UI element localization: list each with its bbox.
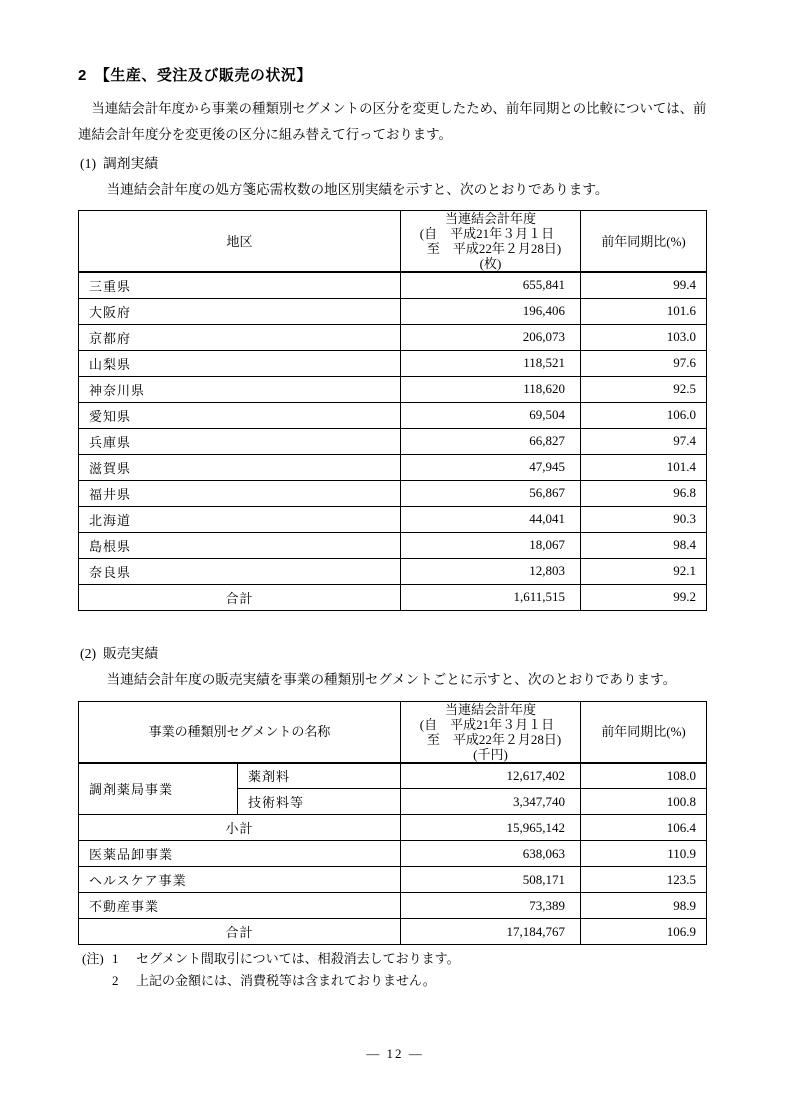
table-row [79, 480, 707, 506]
region-cell: 三重県 [79, 272, 401, 298]
intro-paragraph [78, 96, 712, 148]
table-row [79, 454, 707, 480]
region-cell: 兵庫県 [79, 428, 401, 454]
yoy-cell: 101.6 [581, 298, 707, 324]
table-row [79, 428, 707, 454]
segment-cell: 不動産事業 [79, 893, 401, 919]
value-cell: 69,504 [401, 402, 581, 428]
table-row [79, 350, 707, 376]
value-cell: 206,073 [401, 324, 581, 350]
value-cell: 47,945 [401, 454, 581, 480]
table-row [79, 558, 707, 584]
table-row [79, 376, 707, 402]
yoy-cell: 110.9 [581, 841, 707, 867]
region-cell: 滋賀県 [79, 454, 401, 480]
period-from: (自 平成21年３月１日 [419, 226, 555, 241]
period-unit: (千円) [473, 746, 508, 762]
subtotal-row [79, 815, 707, 841]
prescription-results-table [78, 210, 707, 611]
period-dates [420, 226, 561, 256]
total-label-cell: 合計 [79, 584, 401, 610]
segment-cell: 医薬品卸事業 [79, 841, 401, 867]
subtotal-yoy-cell: 106.4 [581, 815, 707, 841]
note-text: セグメント間取引については、相殺消去しております。 [136, 951, 460, 966]
note-line [78, 970, 712, 992]
yoy-cell: 92.1 [581, 558, 707, 584]
region-cell: 京都府 [79, 324, 401, 350]
value-cell: 44,041 [401, 506, 581, 532]
region-cell: 山梨県 [79, 350, 401, 376]
total-row [79, 919, 707, 945]
intro-line: 当連結会計年度から事業の種類別セグメントの区分を変更したため、前年同期との比較については、前 [91, 101, 707, 116]
value-cell: 118,521 [401, 350, 581, 376]
total-row [79, 584, 707, 610]
value-cell: 66,827 [401, 428, 581, 454]
value-cell: 508,171 [401, 867, 581, 893]
yoy-cell: 90.3 [581, 506, 707, 532]
yoy-cell: 97.6 [581, 350, 707, 376]
period-from: (自 平成21年３月１日 [419, 716, 555, 732]
yoy-column-header: 前年同期比(%) [581, 701, 707, 763]
total-yoy-cell: 106.9 [581, 919, 707, 945]
table-row [79, 402, 707, 428]
period-title: 当連結会計年度 [444, 701, 536, 717]
value-cell: 12,803 [401, 558, 581, 584]
table-row [79, 298, 707, 324]
section2-description: 当連結会計年度の販売実績を事業の種類別セグメントごとに示すと、次のとおりであります。 [106, 671, 677, 687]
page-number: ― 12 ― [366, 1046, 424, 1061]
region-cell: 大阪府 [79, 298, 401, 324]
region-cell: 奈良県 [79, 558, 401, 584]
page-title: 2 【生産、受注及び販売の状況】 [78, 67, 312, 84]
yoy-cell: 96.8 [581, 480, 707, 506]
section2-title: (2) 販売実績 [80, 645, 159, 661]
segment-group-cell: 調剤薬局事業 [79, 763, 238, 815]
table-header-row [79, 701, 707, 763]
value-cell: 655,841 [401, 272, 581, 298]
table-row [79, 324, 707, 350]
period-to: 至 平成22年２月28日) [426, 731, 562, 747]
subtotal-value-cell: 15,965,142 [401, 815, 581, 841]
yoy-cell: 101.4 [581, 454, 707, 480]
table-header-row [79, 211, 707, 273]
value-cell: 118,620 [401, 376, 581, 402]
total-value-cell: 1,611,515 [401, 584, 581, 610]
period-column-header [401, 211, 581, 273]
yoy-cell: 103.0 [581, 324, 707, 350]
total-label-cell: 合計 [79, 919, 401, 945]
table-row [79, 763, 707, 789]
value-cell: 12,617,402 [401, 763, 581, 789]
value-cell: 56,867 [401, 480, 581, 506]
note-number: 1 [112, 951, 119, 966]
yoy-column-header: 前年同期比(%) [581, 211, 707, 273]
section1-description: 当連結会計年度の処方箋応需枚数の地区別実績を示すと、次のとおりであります。 [106, 182, 609, 197]
table-row [79, 841, 707, 867]
table-row [79, 867, 707, 893]
region-cell: 福井県 [79, 480, 401, 506]
sales-results-table [78, 701, 707, 946]
note-text: 上記の金額には、消費税等は含まれておりません。 [136, 973, 436, 988]
table-notes [78, 948, 712, 992]
table-row [79, 893, 707, 919]
segment-cell: ヘルスケア事業 [79, 867, 401, 893]
note-prefix [78, 970, 112, 992]
region-column-header: 地区 [79, 211, 401, 273]
yoy-cell: 106.0 [581, 402, 707, 428]
table-row [79, 506, 707, 532]
section1-title: (1) 調剤実績 [80, 156, 159, 171]
yoy-cell: 97.4 [581, 428, 707, 454]
intro-line: 連結会計年度分を変更後の区分に組み替えて行っております。 [78, 127, 452, 142]
table-row [79, 272, 707, 298]
yoy-cell: 98.4 [581, 532, 707, 558]
yoy-cell: 100.8 [581, 789, 707, 815]
total-value-cell: 17,184,767 [401, 919, 581, 945]
value-cell: 73,389 [401, 893, 581, 919]
note-line [78, 948, 712, 970]
yoy-cell: 98.9 [581, 893, 707, 919]
yoy-cell: 99.4 [581, 272, 707, 298]
yoy-cell: 92.5 [581, 376, 707, 402]
value-cell: 18,067 [401, 532, 581, 558]
yoy-cell: 123.5 [581, 867, 707, 893]
segment-column-header: 事業の種類別セグメントの名称 [79, 701, 401, 763]
region-cell: 愛知県 [79, 402, 401, 428]
note-prefix: (注) [82, 951, 104, 966]
region-cell: 北海道 [79, 506, 401, 532]
value-cell: 3,347,740 [401, 789, 581, 815]
subtotal-label-cell: 小計 [79, 815, 401, 841]
yoy-cell: 108.0 [581, 763, 707, 789]
period-dates [420, 717, 561, 747]
period-unit: (枚) [479, 256, 502, 271]
subsegment-cell: 技術料等 [238, 789, 401, 815]
period-to: 至 平成22年２月28日) [426, 241, 562, 256]
total-yoy-cell: 99.2 [581, 584, 707, 610]
subsegment-cell: 薬剤料 [238, 763, 401, 789]
table-row [79, 532, 707, 558]
note-number: 2 [112, 973, 119, 988]
value-cell: 638,063 [401, 841, 581, 867]
value-cell: 196,406 [401, 298, 581, 324]
period-column-header [401, 701, 581, 763]
period-title: 当連結会計年度 [444, 211, 536, 226]
region-cell: 神奈川県 [79, 376, 401, 402]
region-cell: 島根県 [79, 532, 401, 558]
